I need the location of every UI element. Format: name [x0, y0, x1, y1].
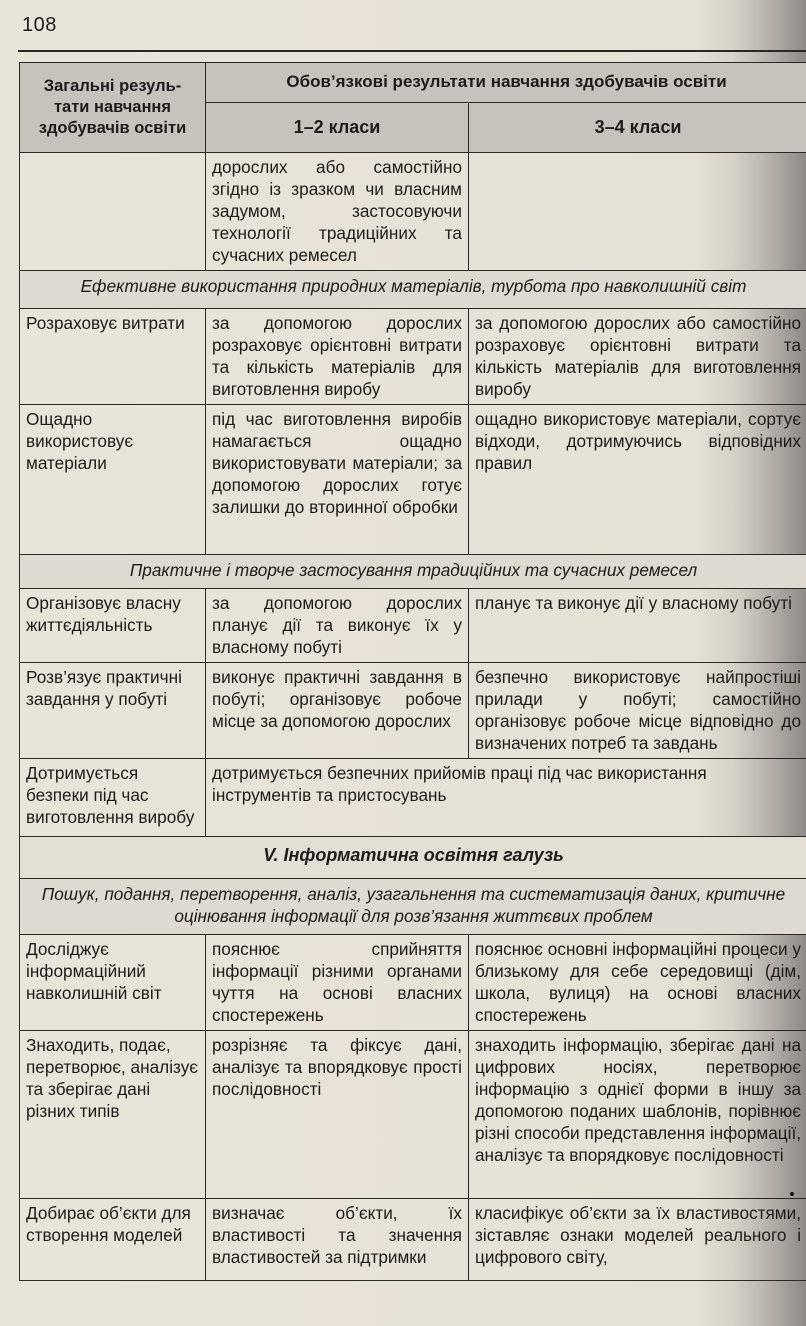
grades-3-4-cell: пояснює основні інформаційні процеси у близькому для себе середовищі (дім, школа, вулиця) на основі власних спостережень — [469, 935, 806, 1031]
table-row — [20, 405, 806, 555]
branch-title: V. Інформатична освітня галузь — [20, 837, 806, 879]
grades-3-4-cell: ощадно використовує матеріали, сортує відходи, дотримуючись відповідних правил — [469, 405, 806, 555]
grades-3-4-cell: планує та виконує дії у власному побуті — [469, 589, 806, 663]
header-grades-1-2: 1–2 класи — [206, 103, 469, 153]
section-title: Ефективне використання природних матеріалів, турбота про навколишній світ — [20, 271, 806, 309]
table-row — [20, 153, 806, 271]
table-row — [20, 1031, 806, 1199]
general-result-cell: Досліджує інформаційний навколишній світ — [20, 935, 206, 1031]
branch-row — [20, 837, 806, 879]
general-result-cell: Добирає об’єкти для створення моделей — [20, 1199, 206, 1281]
general-result-cell: Ощадно використовує матеріали — [20, 405, 206, 555]
grades-3-4-cell: класифікує об’єкти за їх властивостями, зіставляє ознаки моделей реального і цифрового світу, — [469, 1199, 806, 1281]
table-row — [20, 309, 806, 405]
grades-1-2-cell: за допомогою дорослих розраховує орієнтовні витрати та кількість матеріалів для виготовлення виробу — [206, 309, 469, 405]
general-result-cell: Розраховує витрати — [20, 309, 206, 405]
general-result-cell: Знаходить, подає, перетворює, аналізує та зберігає дані різних типів — [20, 1031, 206, 1199]
general-result-cell — [20, 153, 206, 271]
general-result-cell: Дотримується безпеки під час виготовлення виробу — [20, 759, 206, 837]
header-mandatory-results: Обов’язкові результати навчання здобувачів освіти — [206, 63, 806, 103]
grades-1-2-cell: визначає об’єкти, їх властивості та значення властивостей за підтримки — [206, 1199, 469, 1281]
header-grades-3-4: 3–4 класи — [469, 103, 806, 153]
grades-1-2-cell: за допомогою дорослих планує дії та виконує їх у власному побуті — [206, 589, 469, 663]
section-row — [20, 271, 806, 309]
general-result-cell: Розв’язує практичні завдання у побуті — [20, 663, 206, 759]
header-rule — [18, 50, 806, 52]
table-row — [20, 589, 806, 663]
grades-3-4-cell: знаходить інформацію, зберігає дані на цифрових носіях, перетворює інформацію з однієї форми в іншу за допомогою поданих шаблонів, порівнює різні способи представлення інформації, аналізує та впорядковує послідовності — [469, 1031, 806, 1199]
header-general-results: Загальні резуль- тати навчання здобувачів освіти — [20, 63, 206, 153]
grades-3-4-cell — [469, 153, 806, 271]
curriculum-table — [19, 62, 806, 1281]
section-title: Практичне і творче застосування традиційних та сучасних ремесел — [20, 555, 806, 589]
table-row — [20, 935, 806, 1031]
grades-1-2-cell: пояснює сприйняття інформації різними органами чуття на основі власних спостережень — [206, 935, 469, 1031]
edge-dot — [790, 1192, 794, 1196]
merged-grades-cell: дотримується безпечних прийомів праці під час використання інструментів та пристосувань — [206, 759, 806, 837]
page-number: 108 — [22, 14, 57, 36]
grades-3-4-cell: за допомогою дорослих або самостійно розраховує орієнтовні витрати та кількість матеріалів для виготовлення виробу — [469, 309, 806, 405]
section-title: Пошук, подання, перетворення, аналіз, узагальнення та систематизація даних, критичне оцінювання інформації для розв’язання життєвих проблем — [20, 879, 806, 935]
section-row — [20, 555, 806, 589]
table-row — [20, 1199, 806, 1281]
general-result-cell: Організовує власну життєдіяльність — [20, 589, 206, 663]
grades-1-2-cell: дорослих або самостійно згідно із зразком чи власним задумом, застосовуючи технології традиційних та сучасних ремесел — [206, 153, 469, 271]
grades-3-4-cell: безпечно використовує найпростіші прилади у побуті; самостійно організовує робоче місце відповідно до визначених потреб та завдань — [469, 663, 806, 759]
table-row — [20, 759, 806, 837]
table-row — [20, 663, 806, 759]
grades-1-2-cell: розрізняє та фіксує дані, аналізує та впорядковує прості послідовності — [206, 1031, 469, 1199]
grades-1-2-cell: під час виготовлення виробів намагається ощадно використовувати матеріали; за допомогою дорослих готує залишки до вторинної обробки — [206, 405, 469, 555]
section-row — [20, 879, 806, 935]
grades-1-2-cell: виконує практичні завдання в побуті; організовує робоче місце за допомогою дорослих — [206, 663, 469, 759]
